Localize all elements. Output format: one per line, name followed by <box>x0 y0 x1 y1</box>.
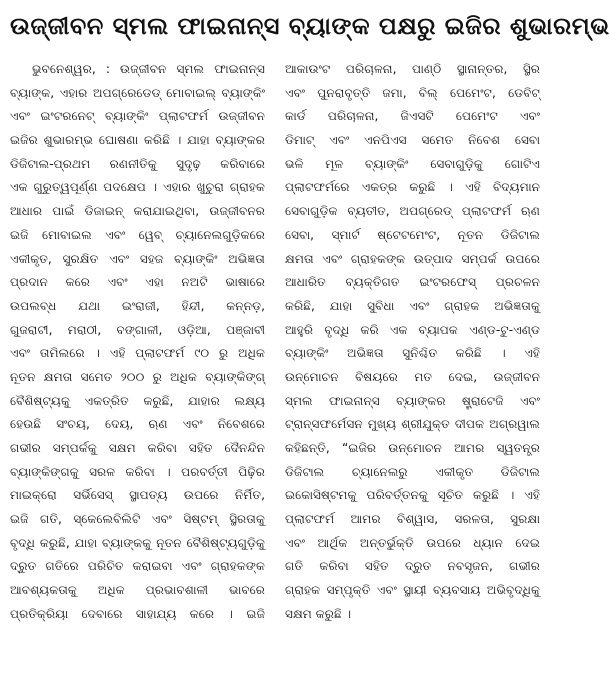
text-line: ହେଉଛି ସଂଚୟ, ଦେୟ, ଋଣ ଏବଂ ନିବେଶରେ <box>10 417 265 432</box>
text-line: ଡିଜିଟାଲ ଚ୍ୟାନେଲରୁ ଏକୀକୃତ ଡିଜିଟାଲ <box>285 464 540 479</box>
text-line: ଟ୍ରାନ୍ସଫର୍ମେସନ ମୁଖ୍ୟ ଶ୍ରୀଯୁକ୍ତ ଦୀପକ ଅଗ୍ରୱାଲ <box>285 417 540 432</box>
text-line: ଏବଂ ଇଂଟରନେଟ୍ ବ୍ୟାଙ୍କିଂ ପ୍ଲାଟଫର୍ମ ଉଜ୍ଜୀବନ <box>10 109 265 124</box>
text-line: ପ୍ରତିକ୍ରିୟା ଦେବାରେ ସାହାଯ୍ୟ କରେ । ଇଜି <box>10 606 265 621</box>
text-line: ଇଜି ଗତି, ସ୍କେଲେବିଲିଟି ଏବଂ ସିଷ୍ଟମ୍ ସ୍ଥିରତାକୁ <box>10 512 265 527</box>
text-line: କ୍ଷମତା ଏବଂ ଗ୍ରାହକଙ୍କ ଉତ୍ପାଦ ସମ୍ପର୍କ ଉପରେ <box>285 251 540 266</box>
text-line: ଆଧାରିତ ବ୍ୟକ୍ତିଗତ ଇଂଟରଫେସ୍ ପ୍ରଚଳନ <box>285 275 540 290</box>
text-line: ଭୁବନେଶ୍ୱର, : ଉଜ୍ଜୀବନ ସ୍ମଲ ଫାଇନାନ୍ସ <box>32 62 265 76</box>
text-line: ବୃଦ୍ଧି କରୁଛି, ଯାହା ବ୍ୟାଙ୍କକୁ ନୂତନ ବୈଶିଷ୍ଟ୍ୟଗୁଡ଼ିକୁ <box>10 535 265 550</box>
text-line: ଆହୁରି ବୃଦ୍ଧି କରି ଏକ ବ୍ୟାପକ ଏଣ୍ଡ-ଟୁ-ଏଣ୍ଡ <box>285 322 540 337</box>
text-line: ଉପଲବ୍ଧ ଯଥା ଇଂରାଜୀ, ହିନ୍ଦୀ, କନ୍ନଡ଼, <box>10 298 265 313</box>
text-line: ଏବଂ ଆର୍ଥିକ ଅନ୍ତର୍ଭୁକ୍ତି ଉପରେ ଧ୍ୟାନ ଦେଇ <box>285 535 540 550</box>
text-line: ଗୁଜରାଟୀ, ମରାଠୀ, ବଙ୍ଗାଳୀ, ଓଡ଼ିଆ, ପଞ୍ଜାବୀ <box>10 322 265 337</box>
text-line: କହିଛନ୍ତି, “ଇଜିର ଉନ୍ମୋଚନ ଆମର ସ୍ୱତନ୍ତ୍ର <box>285 441 540 455</box>
text-line: ବ୍ୟାଙ୍କିଂ ଅଭିଜ୍ଞତା ସୁନିଶ୍ଚିତ କରିଛି । ଏହି <box>285 346 540 361</box>
text-line: ମାଇକ୍ରୋ ସର୍ଭିସେସ୍ ସ୍ଥାପତ୍ୟ ଉପରେ ନିର୍ମିତ, <box>10 488 265 503</box>
text-line: ଇକୋସିଷ୍ଟମକୁ ପରିବର୍ତ୍ତନକୁ ସୂଚିତ କରୁଛି । ଏହି <box>285 488 540 503</box>
text-line: ଏକୀକୃତ, ସୁରକ୍ଷିତ ଏବଂ ସହଜ ବ୍ୟାଙ୍କିଂ ଅଭିଜ୍ଞତା <box>10 251 265 266</box>
text-line: ଭଳି ମୂଳ ବ୍ୟାଙ୍କିଂ ସେବାଗୁଡ଼ିକୁ ଗୋଟିଏ <box>285 156 540 171</box>
text-line: ନୂତନ କ୍ଷମତା ସମେତ ୨୦୦ ରୁ ଅଧିକ ବ୍ୟାଙ୍କିଙ୍ଗ୍ <box>10 369 265 384</box>
text-line: ସେବା, ସ୍ମାର୍ଟ ଷ୍ଟେଟମେଂଟ, ନୂତନ ଡିଜିଟାଲ <box>285 227 540 242</box>
text-line: କାର୍ଡ ପରିଚାଳନା, ଜିଏସଟି ପେମେଂଟ ଏବଂ <box>285 109 540 124</box>
article-body <box>10 58 540 627</box>
text-line: ବ୍ୟାଙ୍କିଙ୍ଗକୁ ସରଳ କରିବା । ପରବର୍ତ୍ତୀ ପିଢ଼ିର <box>10 464 265 479</box>
right-column <box>285 58 540 627</box>
text-line: ଇଜିର ଶୁଭାରମ୍ଭ ଘୋଷଣା କରିଛି । ଯାହା ବ୍ୟାଙ୍କର <box>10 133 265 148</box>
text-line: ଡିମାଟ୍ ଏବଂ ଏନପିଏସ ସମେତ ନିବେଶ ସେବା <box>285 133 540 148</box>
text-line: ଏବଂ ତାମିଲରେ । ଏହି ପ୍ଲାଟଫର୍ମ ୯୦ ରୁ ଅଧିକ <box>10 346 265 361</box>
text-line: ଆବଶ୍ୟକତାକୁ ଅଧିକ ପ୍ରଭାବଶାଳୀ ଭାବରେ <box>10 583 265 598</box>
text-line: ଏକ ଗୁରୁତ୍ୱପୂର୍ଣ୍ଣ ପଦକ୍ଷେପ । ଏହାର ଖୁଚୁରା ଗ୍ରାହକ <box>10 180 265 195</box>
text-line: ସ୍ମଲ ଫାଇନାନ୍ସ ବ୍ୟାଙ୍କର ଷ୍ଟ୍ରାଟେଜି ଏବଂ <box>285 393 540 408</box>
text-line: ପ୍ରଦାନ କରେ ଏବଂ ଏହା ନଅଟି ଭାଷାରେ <box>10 275 265 290</box>
text-line: ସେବାଗୁଡ଼ିକ ବ୍ୟତୀତ, ଅପଗ୍ରେଡ୍ ପ୍ଲାଟଫର୍ମ ଋଣ <box>285 204 540 219</box>
text-line: ଗଭୀର ସମ୍ପର୍କକୁ ସକ୍ଷମ କରିବା ସହିତ ଦୈନନ୍ଦିନ <box>10 441 265 455</box>
text-line: ଗ୍ରାହକ ସମ୍ପୃକ୍ତି ଏବଂ ସ୍ଥାୟୀ ବ୍ୟବସାୟ ଅଭିବୃଦ୍ଧିକୁ <box>285 583 540 598</box>
left-column <box>10 58 265 627</box>
text-line: ବ୍ୟାଙ୍କ, ଏହାର ଅପଗ୍ରେଡେଡ୍ ମୋବାଇଲ୍ ବ୍ୟାଙ୍କିଂ <box>10 85 265 100</box>
article-headline: ଉଜ୍ଜୀବନ ସ୍ମଲ ଫାଇନାନ୍ସ ବ୍ୟାଙ୍କ ପକ୍ଷରୁ ଇଜିର ଶୁଭାରମ୍ଭ <box>10 12 610 40</box>
text-line: ଡିଜିଟାଲ-ପ୍ରଥମ ରଣନୀତିକୁ ସୁଦୃଢ଼ କରିବାରେ <box>10 156 265 171</box>
text-line: ପ୍ଲାଟଫର୍ମରେ ଏକତ୍ର କରୁଛି । ଏହି ବିଦ୍ୟମାନ <box>285 180 540 195</box>
text-line: ଏବଂ ପୁନରାବୃତ୍ତି ଜମା, ବିଲ୍ ପେମେଂଟ, ଡେବିଟ୍ <box>285 85 540 100</box>
text-line: ଦ୍ରୁତ ଗତିରେ ପରିଚିତ କରାଇବା ଏବଂ ଗ୍ରାହକଙ୍କ <box>10 559 265 574</box>
text-line: ବୈଶିଷ୍ଟ୍ୟକୁ ଏକତ୍ରିତ କରୁଛି, ଯାହାର ଲକ୍ଷ୍ୟ <box>10 393 265 408</box>
text-line: କରିଛି, ଯାହା ସୁବିଧା ଏବଂ ଗ୍ରାହକ ଅଭିଜ୍ଞତାକୁ <box>285 298 540 313</box>
text-line: ଆଧାର ପାଇଁ ଡିଜାଇନ୍ କରାଯାଇଥିବା, ଉଜ୍ଜୀବନର <box>10 204 265 219</box>
text-line: ସକ୍ଷମ କରୁଛି । <box>285 606 352 621</box>
text-line: ଆକାଉଂଟ ପରିଚାଳନା, ପାଣ୍ଠି ସ୍ଥାନାନ୍ତର, ସ୍ଥିର <box>285 62 540 76</box>
text-line: ଇଜି ମୋବାଇଲ ଏବଂ ୱେବ୍ ଚ୍ୟାନେଲଗୁଡ଼ିକରେ <box>10 227 265 242</box>
text-line: ଗତି କରିବା ସହିତ ଦ୍ରୁତ ନବସୃଜନ, ଗଭୀର <box>285 559 540 574</box>
text-line: ଉନ୍ମୋଚନ ବିଷୟରେ ମତ ଦେଇ, ଉଜ୍ଜୀବନ <box>285 369 540 384</box>
text-line: ପ୍ଲାଟଫର୍ମ ଆମର ବିଶ୍ୱାସ, ସରଳତା, ସୁରକ୍ଷା <box>285 512 540 527</box>
